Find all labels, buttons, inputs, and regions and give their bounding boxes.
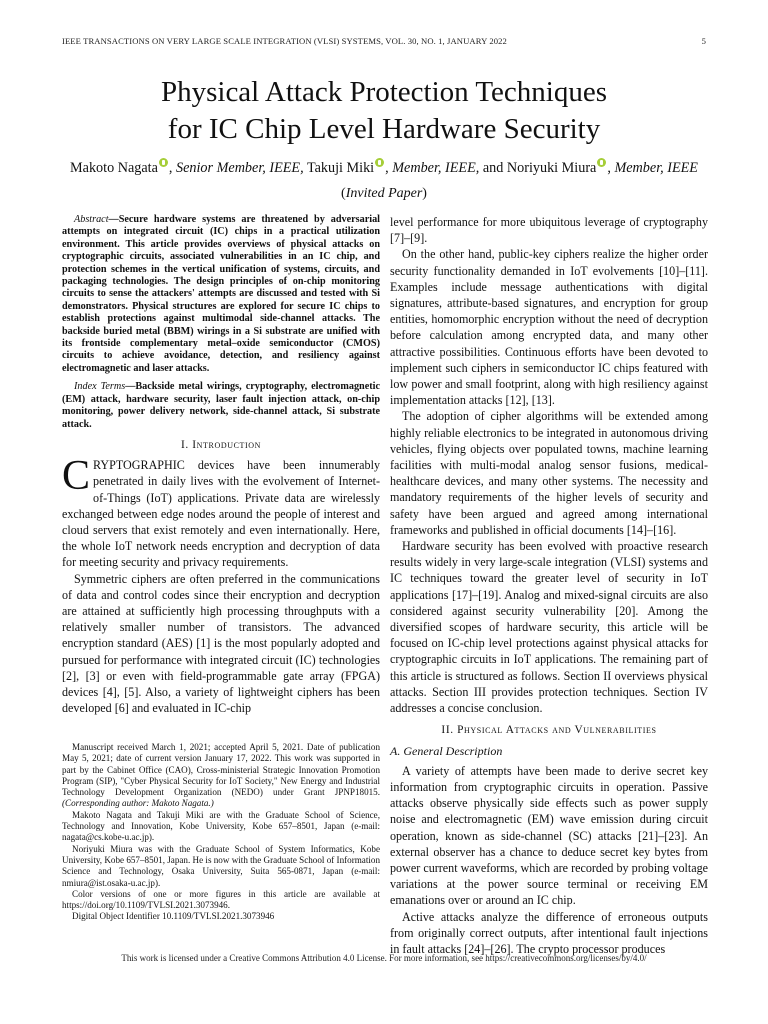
footnote-affiliation-1: Makoto Nagata and Takuji Miki are with the Graduate School of Science, Technology and Innovation, Kobe University, Kobe 657–8501, Japan (e-mail: nagata@cs.kobe-u.ac.jp). bbox=[62, 809, 380, 843]
abstract-label: Abstract — bbox=[74, 214, 119, 225]
invited-paper-note bbox=[0, 186, 768, 202]
license-footer: This work is licensed under a Creative Commons Attribution 4.0 License. For more information, see https://creativecommons.org/licenses/by/4.0/ bbox=[121, 953, 647, 963]
footnote-text: Manuscript received March 1, 2021; accepted April 5, 2021. Date of publication May 5, 2021; date of current version January 17, 2022. This work was supported in part by the Cabinet Office (CAO), Cross-ministerial Strategic Innovation Promotion Program (SIP), "Cyber Physical Security for IoT Society," New Energy and Industrial Technology Development Organization (NEDO) under Grant JPNP18015. bbox=[62, 742, 380, 798]
author-membership: Member, IEEE, bbox=[392, 160, 480, 176]
author-list: Makoto Nagata , Senior Member, IEEE, Takuji Miki , Member, IEEE, and Noriyuki Miura , Member, IEEE bbox=[70, 160, 698, 176]
footnote-doi: Digital Object Identifier 10.1109/TVLSI.2021.3073946 bbox=[72, 911, 275, 922]
author-membership: Member, IEEE bbox=[614, 160, 698, 176]
journal-name: IEEE TRANSACTIONS ON VERY LARGE SCALE INTEGRATION (VLSI) SYSTEMS, VOL. 30, NO. 1, JANUARY 2022 bbox=[62, 36, 507, 46]
section2-paragraph-2: Active attacks analyze the difference of erroneous outputs from originally correct outputs, after intentional fault injections in fault attacks [24]–[26]. The crypto processor produces bbox=[390, 909, 708, 956]
index-terms bbox=[62, 381, 380, 431]
subsection-heading: A. General Description bbox=[390, 743, 503, 758]
footnotes bbox=[62, 742, 380, 923]
index-terms-label: Index Terms — bbox=[74, 381, 135, 392]
running-header bbox=[62, 36, 706, 46]
footnote-color-figures: Color versions of one or more figures in this article are available at https://doi.org/10.1109/TVLSI.2021.3073946. bbox=[62, 888, 380, 911]
title-line-2: for IC Chip Level Hardware Security bbox=[167, 113, 601, 145]
paren-open: ( bbox=[341, 186, 346, 201]
index-terms-text: Backside metal wirings, cryptography, electromagnetic (EM) attack, hardware security, laser fault injection attack, on-chip monitoring, power delivery network, side-channel attack, Si substrate attack. bbox=[62, 381, 380, 430]
orcid-icon[interactable] bbox=[159, 158, 168, 167]
section-heading: II. Physical Attacks and Vulnerabilities bbox=[441, 724, 657, 737]
left-column bbox=[62, 214, 380, 716]
section-heading: I. Introduction bbox=[180, 438, 262, 451]
intro-paragraph-4: The adoption of cipher algorithms will be extended among highly reliable electronics to be integrated in autonomous driving vehicles, flying objects over populated towns, machine learning facilities with multi-modal analog sensor fusions, medical-healthcare devices, and many other systems. The necessity and mandatory requirements of the higher levels of security and safety have been argued and agreed among international frameworks and published in official documents [14]–[16]. bbox=[390, 409, 708, 537]
drop-cap: C bbox=[62, 453, 91, 500]
intro-paragraph-1 bbox=[62, 453, 380, 570]
invited-paper-label: Invited Paper bbox=[345, 186, 423, 201]
right-column bbox=[390, 214, 708, 957]
abstract-text: Secure hardware systems are threatened by adversarial attempts on integrated circuit (IC) chips in a practical utilization environment. This article provides overviews of physical attacks on cryptographic circuits, associated vulnerabilities in an IC chip, and protection schemes in the vertical unification of systems, circuits, and packaging technologies. The design principles of on-chip monitoring circuits to sense the attackers' attempts are discussed and tested with Si demonstrators. Physical structures are explored for secure IC chips to establish protections against multimodal side-channel attacks. The backside buried metal (BBM) wirings in a Si substrate are unified with its frontside complementary metal–oxide semiconductor (CMOS) circuits to achieve avoidance, detection, and resiliency against electromagnetic and laser attacks. bbox=[62, 214, 380, 374]
intro-paragraph-2-continued: level performance for more ubiquitous leverage of cryptography [7]–[9]. bbox=[390, 215, 708, 246]
author-name: Noriyuki Miura bbox=[506, 160, 597, 176]
orcid-icon[interactable] bbox=[597, 158, 606, 167]
author-conjunction: and bbox=[482, 160, 504, 176]
footnote-affiliation-2: Noriyuki Miura was with the Graduate School of System Informatics, Kobe University, Kobe 657–8501, Japan. He is now with the Graduate School of Information Science and Technology, Osaka University, Suita 565-0871, Japan (e-mail: nmiura@ist.osaka-u.ac.jp). bbox=[62, 843, 380, 888]
author-name: Takuji Miki bbox=[306, 160, 375, 176]
author-name: Makoto Nagata bbox=[70, 160, 158, 176]
orcid-icon[interactable] bbox=[375, 158, 384, 167]
corresponding-author: (Corresponding author: Makoto Nagata.) bbox=[62, 798, 214, 809]
paren-close: ) bbox=[422, 186, 427, 201]
page-number: 5 bbox=[701, 36, 706, 46]
intro-paragraph-2: Symmetric ciphers are often preferred in the communications of data and control codes since their encryption and decryption are attained at sufficiently high processing throughputs with a relatively smaller number of transistors. The advanced encryption standard (AES) [1] is the most popularly adopted and pursued for performance with integrated circuit (IC) technologies [2], [3] or even with field-programmable gate array (FPGA) devices [4], [5]. Also, a variety of lightweight ciphers has been developed [6] and evaluated in IC-chip bbox=[62, 571, 380, 716]
section2-paragraph-1: A variety of attempts have been made to derive secret key information from cryptographic circuits in operation. Passive attacks observe physically side effects such as power supply noise and electromagnetic (EM) wave emission during circuit operation, known as side-channel (SC) attacks [21]–[23]. An external observer has a chance to deduce secret key bytes from power current waveforms, which are recorded by probing voltage variations at the power source terminal or receiving EM emanations over or around an IC chip. bbox=[390, 763, 708, 908]
title-line-1: Physical Attack Protection Techniques bbox=[160, 76, 608, 108]
author-membership: Senior Member, IEEE, bbox=[175, 160, 304, 176]
footnote-manuscript bbox=[62, 742, 380, 810]
paragraph-text: RYPTOGRAPHIC devices have been innumerably penetrated in daily lives with the evolvement of Internet-of-Things (IoT) applications. Private data are wirelessly exchanged between edge nodes around the people of interest and cloud servers that exist remotely and even internationally. Here, the whole IoT network needs encryption and decryption of data for meeting security and privacy requirements. bbox=[62, 458, 380, 570]
intro-paragraph-3: On the other hand, public-key ciphers realize the higher order security functionality demanded in IoT evolvements [10]–[11]. Examples include message authentications with digital signatures, attribute-based signatures, and encryption for group entities, homomorphic encryption without the need of decryption before calculation among encrypted data, and many other attractive possibilities. Continuous efforts have been devoted to implement such ciphers in semiconductor IC chips featured with low power and small footprint, along with high resiliency against implementation attacks [12], [13]. bbox=[390, 247, 708, 408]
intro-paragraph-5: Hardware security has been evolved with proactive research results widely in very large-scale integration (VLSI) systems and IC techniques toward the greater level of security in IoT applications [17]–[19]. Analog and mixed-signal circuits are also considered against security vulnerability [20]. Among the diversified scopes of hardware security, this article will be focused on IC-chip level protections against physical attacks for cryptographic circuits in IoT applications. The remaining part of this article is structured as follows. Section II overviews physical attacks. Section III provides protection techniques. Section IV addresses a concise conclusion. bbox=[390, 539, 708, 716]
paper-title bbox=[0, 74, 768, 148]
abstract bbox=[62, 214, 380, 375]
